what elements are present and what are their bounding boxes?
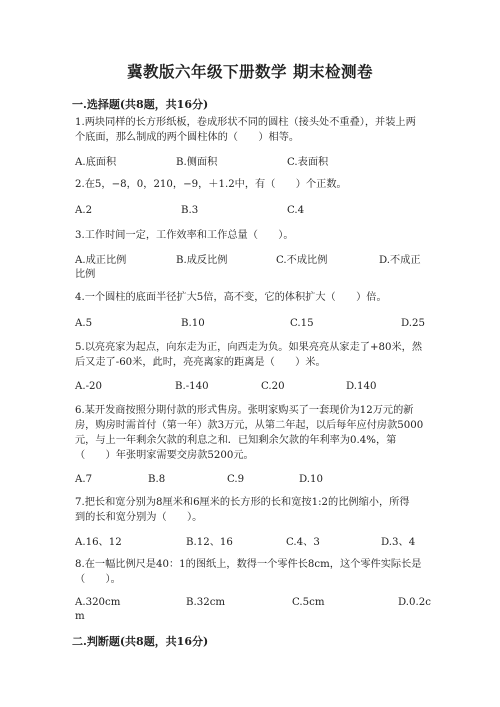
question-7-option-a[interactable]: A.16、12 (75, 537, 122, 548)
question-5-option-d[interactable]: D.140 (346, 381, 377, 392)
question-8-option-b[interactable]: B.32cm (186, 597, 226, 608)
question-6-line-1: 6.某开发商按照分期付款的形式售房。张明家购买了一套现价为12万元的新 (75, 405, 414, 416)
question-8-line-2: （ ）。 (75, 574, 121, 585)
question-8-option-d[interactable]: D.0.2c (398, 597, 431, 608)
question-4-line-1: 4.一个圆柱的底面半径扩大5倍，高不变，它的体积扩大（ ）倍。 (75, 292, 387, 303)
question-5-option-b[interactable]: B.-140 (175, 381, 209, 392)
question-7-line-2: 到的长和宽分别为（ ）。 (75, 512, 203, 523)
section-heading-choice: 一.选择题(共8题，共16分) (72, 98, 209, 111)
question-7-option-d[interactable]: D.3、4 (381, 537, 416, 548)
question-8-option-a[interactable]: A.320cm (75, 597, 121, 608)
question-4-option-d[interactable]: D.25 (401, 318, 426, 329)
question-6-option-c[interactable]: C.9 (227, 474, 245, 485)
question-2-line-1: 2.在5，−8，0，210，−9，＋1.2中，有（ ）个正数。 (75, 179, 347, 190)
page-title: 冀教版六年级下册数学 期末检测卷 (127, 62, 373, 81)
question-7-line-1: 7.把长和宽分别为8厘米和6厘米的长方形的长和宽按1:2的比例缩小，所得 (75, 497, 410, 508)
question-4-option-b[interactable]: B.10 (181, 318, 205, 329)
question-8-line-1: 8.在一幅比例尺是40：1的图纸上，数得一个零件长8cm，这个零件实际长是 (75, 559, 422, 570)
question-8-option-d-wrap: m (75, 611, 85, 622)
question-3-option-d[interactable]: D.不成正 (379, 255, 421, 266)
question-1-line-2: 个底面，那么制成的两个圆柱体的（ ）相等。 (75, 132, 300, 143)
question-6-option-d[interactable]: D.10 (299, 474, 324, 485)
question-6-line-2: 房，购房时需首付（第一年）款3万元，从第二年起，以后每年应付房款5000 (75, 420, 424, 431)
question-5-line-2: 后又走了-60米，此时，亮亮离家的距离是（ ）米。 (75, 357, 326, 368)
question-3-line-1: 3.工作时间一定，工作效率和工作总量（ ）。 (75, 230, 294, 241)
question-6-line-4: （ ）年张明家需要交房款5200元。 (75, 450, 254, 461)
question-6-option-b[interactable]: B.8 (148, 474, 166, 485)
question-3-option-d-wrap: 比例 (75, 269, 96, 280)
question-7-option-b[interactable]: B.12、16 (186, 537, 233, 548)
question-3-option-a[interactable]: A.成正比例 (75, 255, 127, 266)
question-3-option-b[interactable]: B.成反比例 (176, 255, 228, 266)
question-5-option-c[interactable]: C.20 (261, 381, 285, 392)
question-2-option-b[interactable]: B.3 (181, 205, 199, 216)
section-heading-judgement: 二.判断题(共8题，共16分) (72, 635, 209, 648)
question-4-option-a[interactable]: A.5 (75, 318, 93, 329)
question-2-option-a[interactable]: A.2 (75, 205, 93, 216)
question-5-option-a[interactable]: A.-20 (75, 381, 103, 392)
question-4-option-c[interactable]: C.15 (290, 318, 314, 329)
question-1-option-a[interactable]: A.底面积 (75, 157, 117, 168)
question-7-option-c[interactable]: C.4、3 (286, 537, 320, 548)
question-3-option-c[interactable]: C.不成比例 (276, 255, 328, 266)
question-1-option-c[interactable]: C.表面积 (287, 157, 329, 168)
question-6-line-3: 元，与上一年剩余欠款的利息之和．已知剩余欠款的年利率为0.4%，第 (75, 435, 397, 446)
question-6-option-a[interactable]: A.7 (75, 474, 93, 485)
question-1-option-b[interactable]: B.侧面积 (176, 157, 218, 168)
question-8-option-c[interactable]: C.5cm (292, 597, 325, 608)
question-2-option-c[interactable]: C.4 (287, 205, 305, 216)
question-5-line-1: 5.以亮亮家为起点，向东走为正，向西走为负。如果亮亮从家走了+80米，然 (75, 342, 423, 353)
question-1-line-1: 1.两块同样的长方形纸板，卷成形状不同的圆柱（接头处不重叠），并装上两 (75, 117, 416, 128)
